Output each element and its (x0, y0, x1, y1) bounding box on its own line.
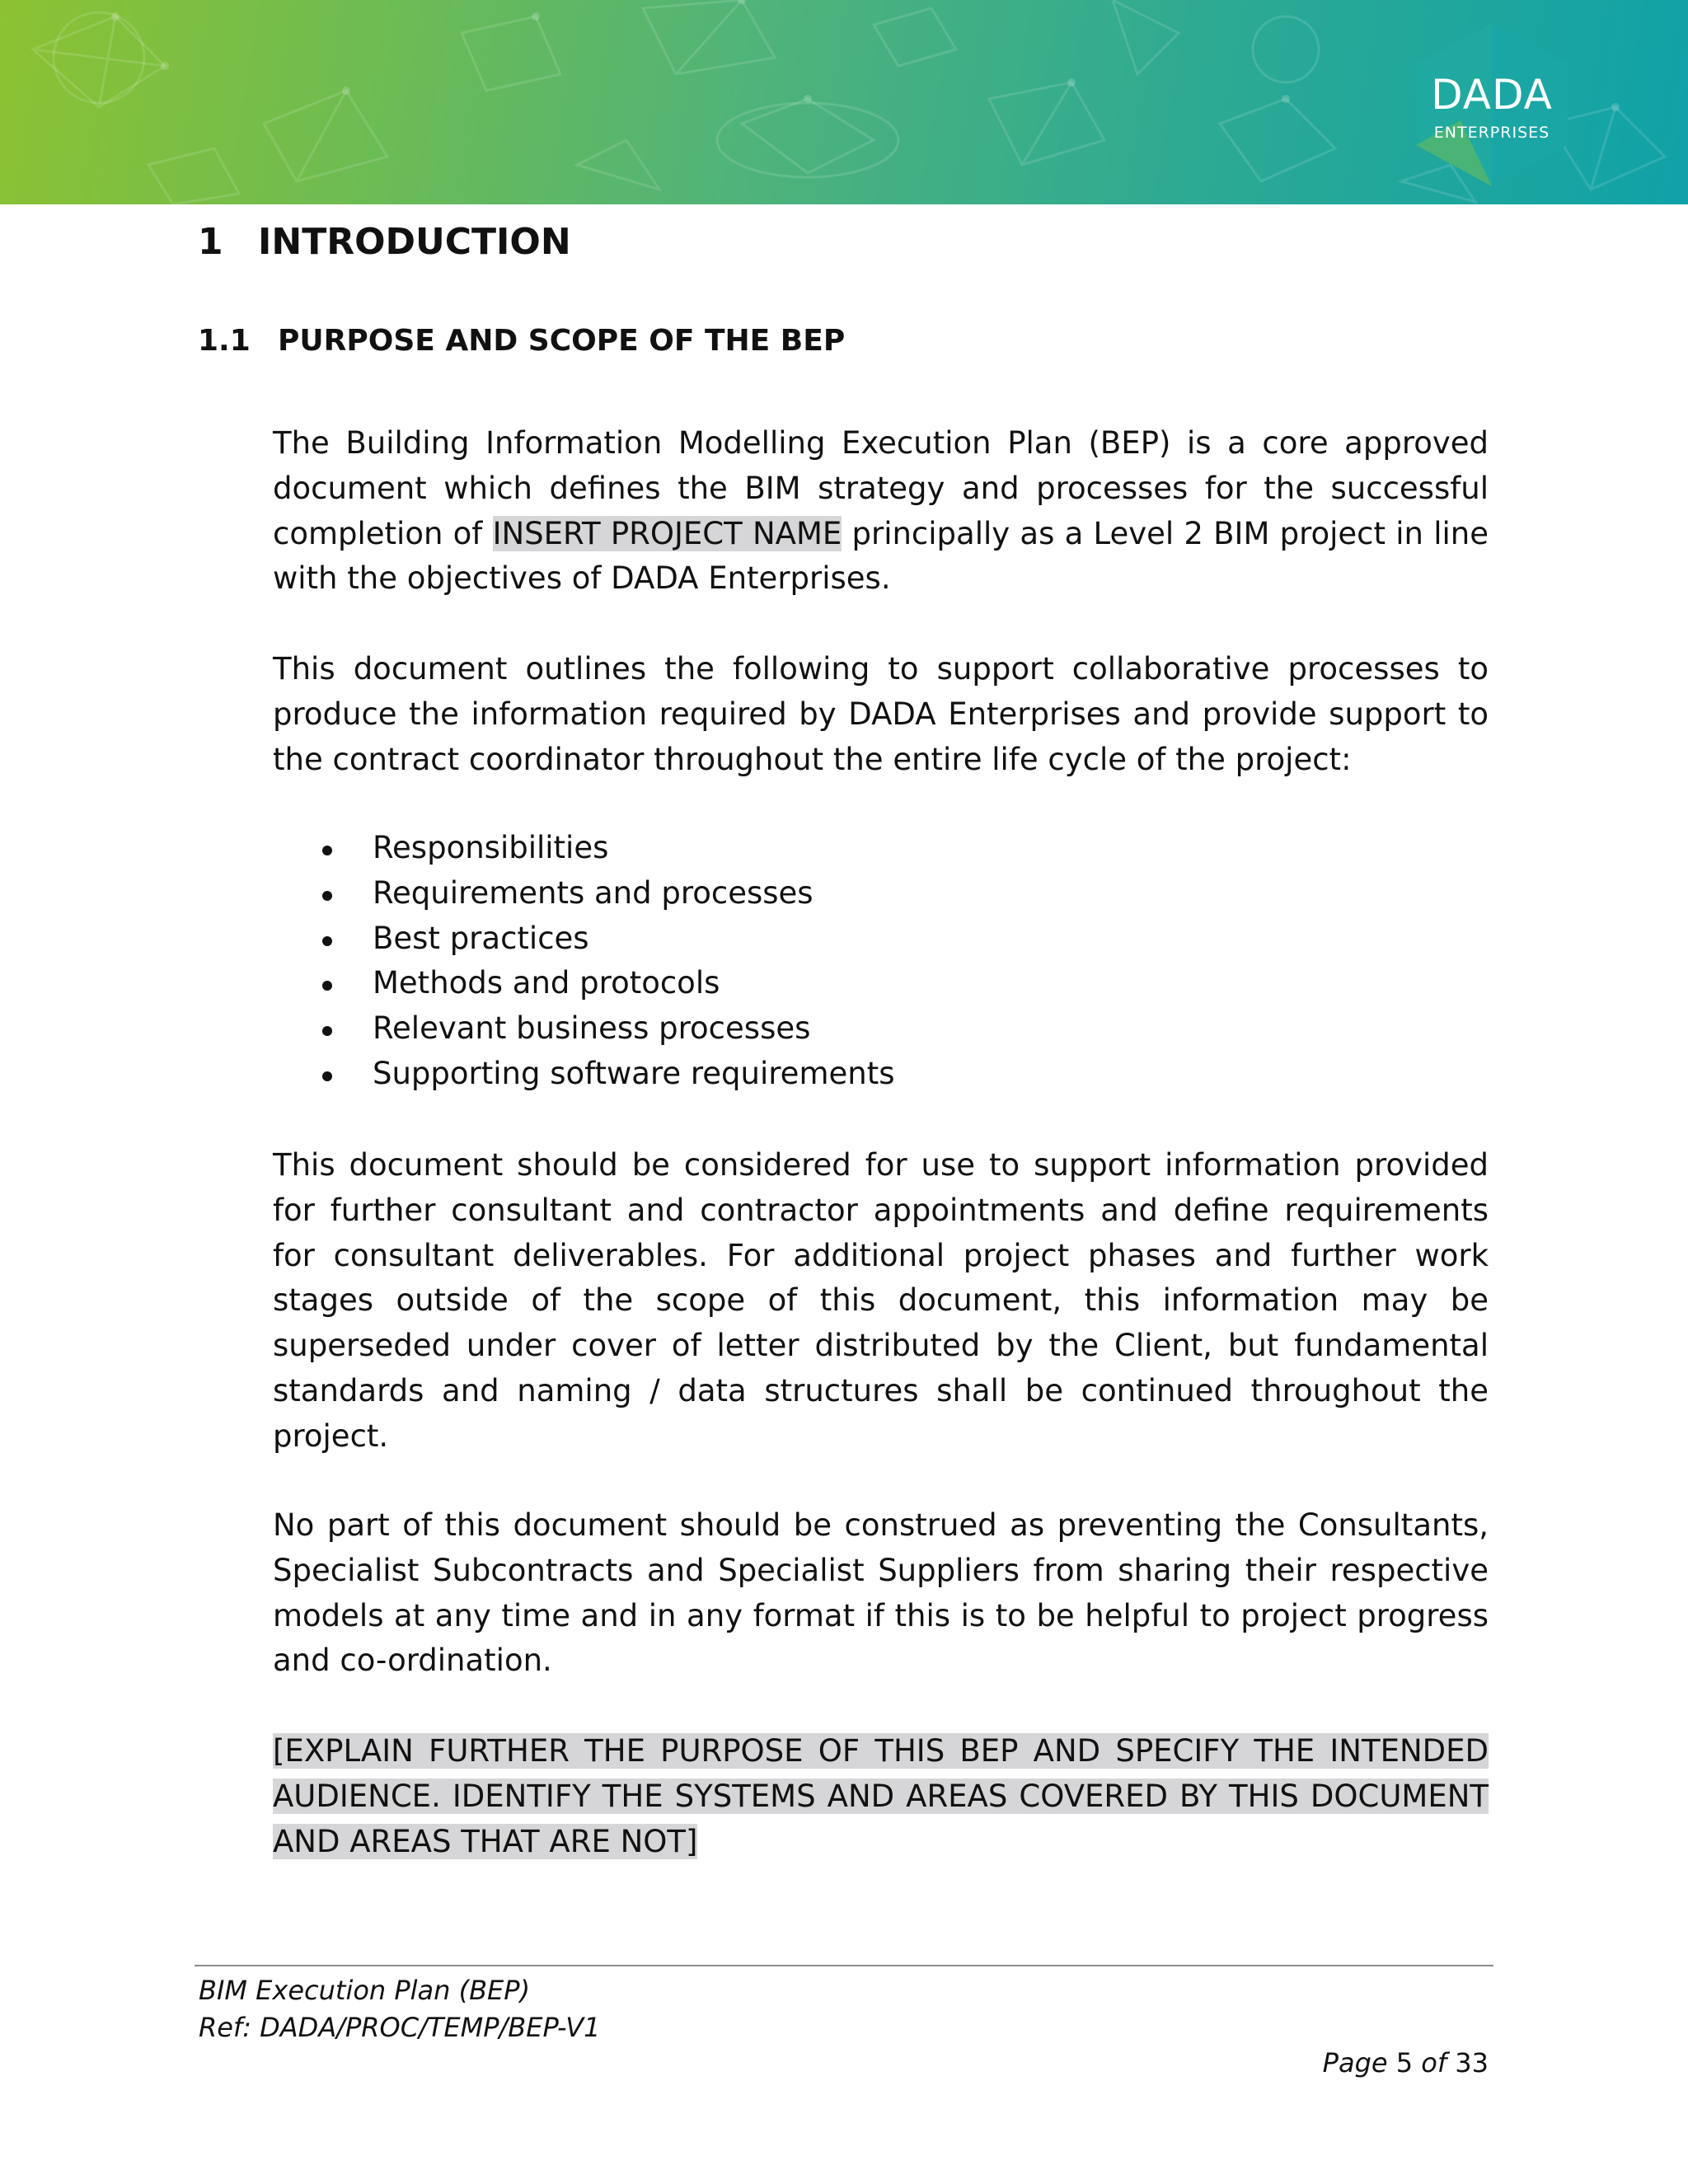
paragraph-outline: This document outlines the following to support collaborative processes to produce the information required by DADA Enterprises and provide support to the contract coordinator throughout the entire life cycle of the project: (273, 651, 1489, 777)
list-item (273, 1006, 1489, 1052)
bullet-icon (322, 891, 332, 901)
bullet-icon (322, 846, 332, 855)
project-name-placeholder: INSERT PROJECT NAME (492, 515, 842, 551)
paragraph-purpose-start: The Building Information Modelling Execution Plan (BEP) is a core approved document which defines the BIM strategy and processes for the successful completion of (273, 425, 1489, 551)
list-item-text: Methods and protocols (373, 965, 720, 1001)
paragraph-purpose (273, 421, 1489, 602)
bullet-icon (322, 981, 332, 991)
paragraph-sharing: No part of this document should be construed as preventing the Consultants, Specialist Subcontracts and Specialist Suppliers from sharing their respective models at any time and in any format if this is to be helpful to project progress and co-ordination. (273, 1507, 1489, 1679)
page-current: 5 (1395, 2047, 1414, 2079)
list-item (273, 871, 1489, 916)
list-item (273, 826, 1489, 871)
section-title: INTRODUCTION (258, 221, 571, 263)
list-item (273, 961, 1489, 1006)
paragraph-purpose-end: principally as a Level 2 BIM project in line with the objectives of DADA Enterprises. (273, 515, 1489, 597)
instruction-placeholder: [EXPLAIN FURTHER THE PURPOSE OF THIS BEP AND SPECIFY THE INTENDED AUDIENCE. IDENTIFY THE SYSTEMS AND AREAS COVERED BY THIS DOCUMENT AND AREAS THAT ARE NOT] (273, 1733, 1489, 1859)
list-item (273, 916, 1489, 962)
bullet-icon (322, 936, 332, 946)
list-item-text: Relevant business processes (373, 1010, 811, 1047)
footer-doc-title: BIM Execution Plan (BEP) (199, 1975, 531, 2006)
page-of-label: of (1421, 2047, 1447, 2079)
list-item-text: Supporting software requirements (373, 1055, 895, 1091)
bullet-icon (322, 1026, 332, 1036)
subsection-heading (198, 324, 845, 358)
paragraph-instructions (273, 1729, 1489, 1864)
footer-divider (195, 1965, 1493, 1966)
list-item-text: Responsibilities (373, 830, 609, 865)
list-item (273, 1052, 1489, 1097)
bullet-list (273, 826, 1489, 1097)
bullet-icon (322, 1071, 332, 1081)
page-label: Page (1322, 2047, 1388, 2079)
section-number: 1 (198, 221, 223, 263)
logo-wordmark: DADA (1431, 71, 1553, 119)
subsection-number: 1.1 (198, 324, 251, 358)
subsection-title: PURPOSE AND SCOPE OF THE BEP (278, 324, 846, 358)
logo-subtitle: ENTERPRISES (1433, 124, 1550, 142)
section-heading (198, 221, 571, 263)
list-item-text: Requirements and processes (373, 874, 814, 911)
page-total: 33 (1455, 2047, 1489, 2079)
page-number (1323, 2047, 1489, 2079)
company-logo (1411, 21, 1573, 188)
paragraph-usage: This document should be considered for use to support information provided for further consultant and contractor appointments and define requirements for consultant deliverables. For additional project phases and further work stages outside of the scope of this document, this information may be superseded under cover of letter distributed by the Client, but fundamental standards and naming / data structures shall be continued throughout the project. (273, 1147, 1489, 1454)
header-banner (0, 0, 1688, 204)
footer-reference: Ref: DADA/PROC/TEMP/BEP-V1 (199, 2012, 601, 2043)
list-item-text: Best practices (373, 920, 589, 956)
